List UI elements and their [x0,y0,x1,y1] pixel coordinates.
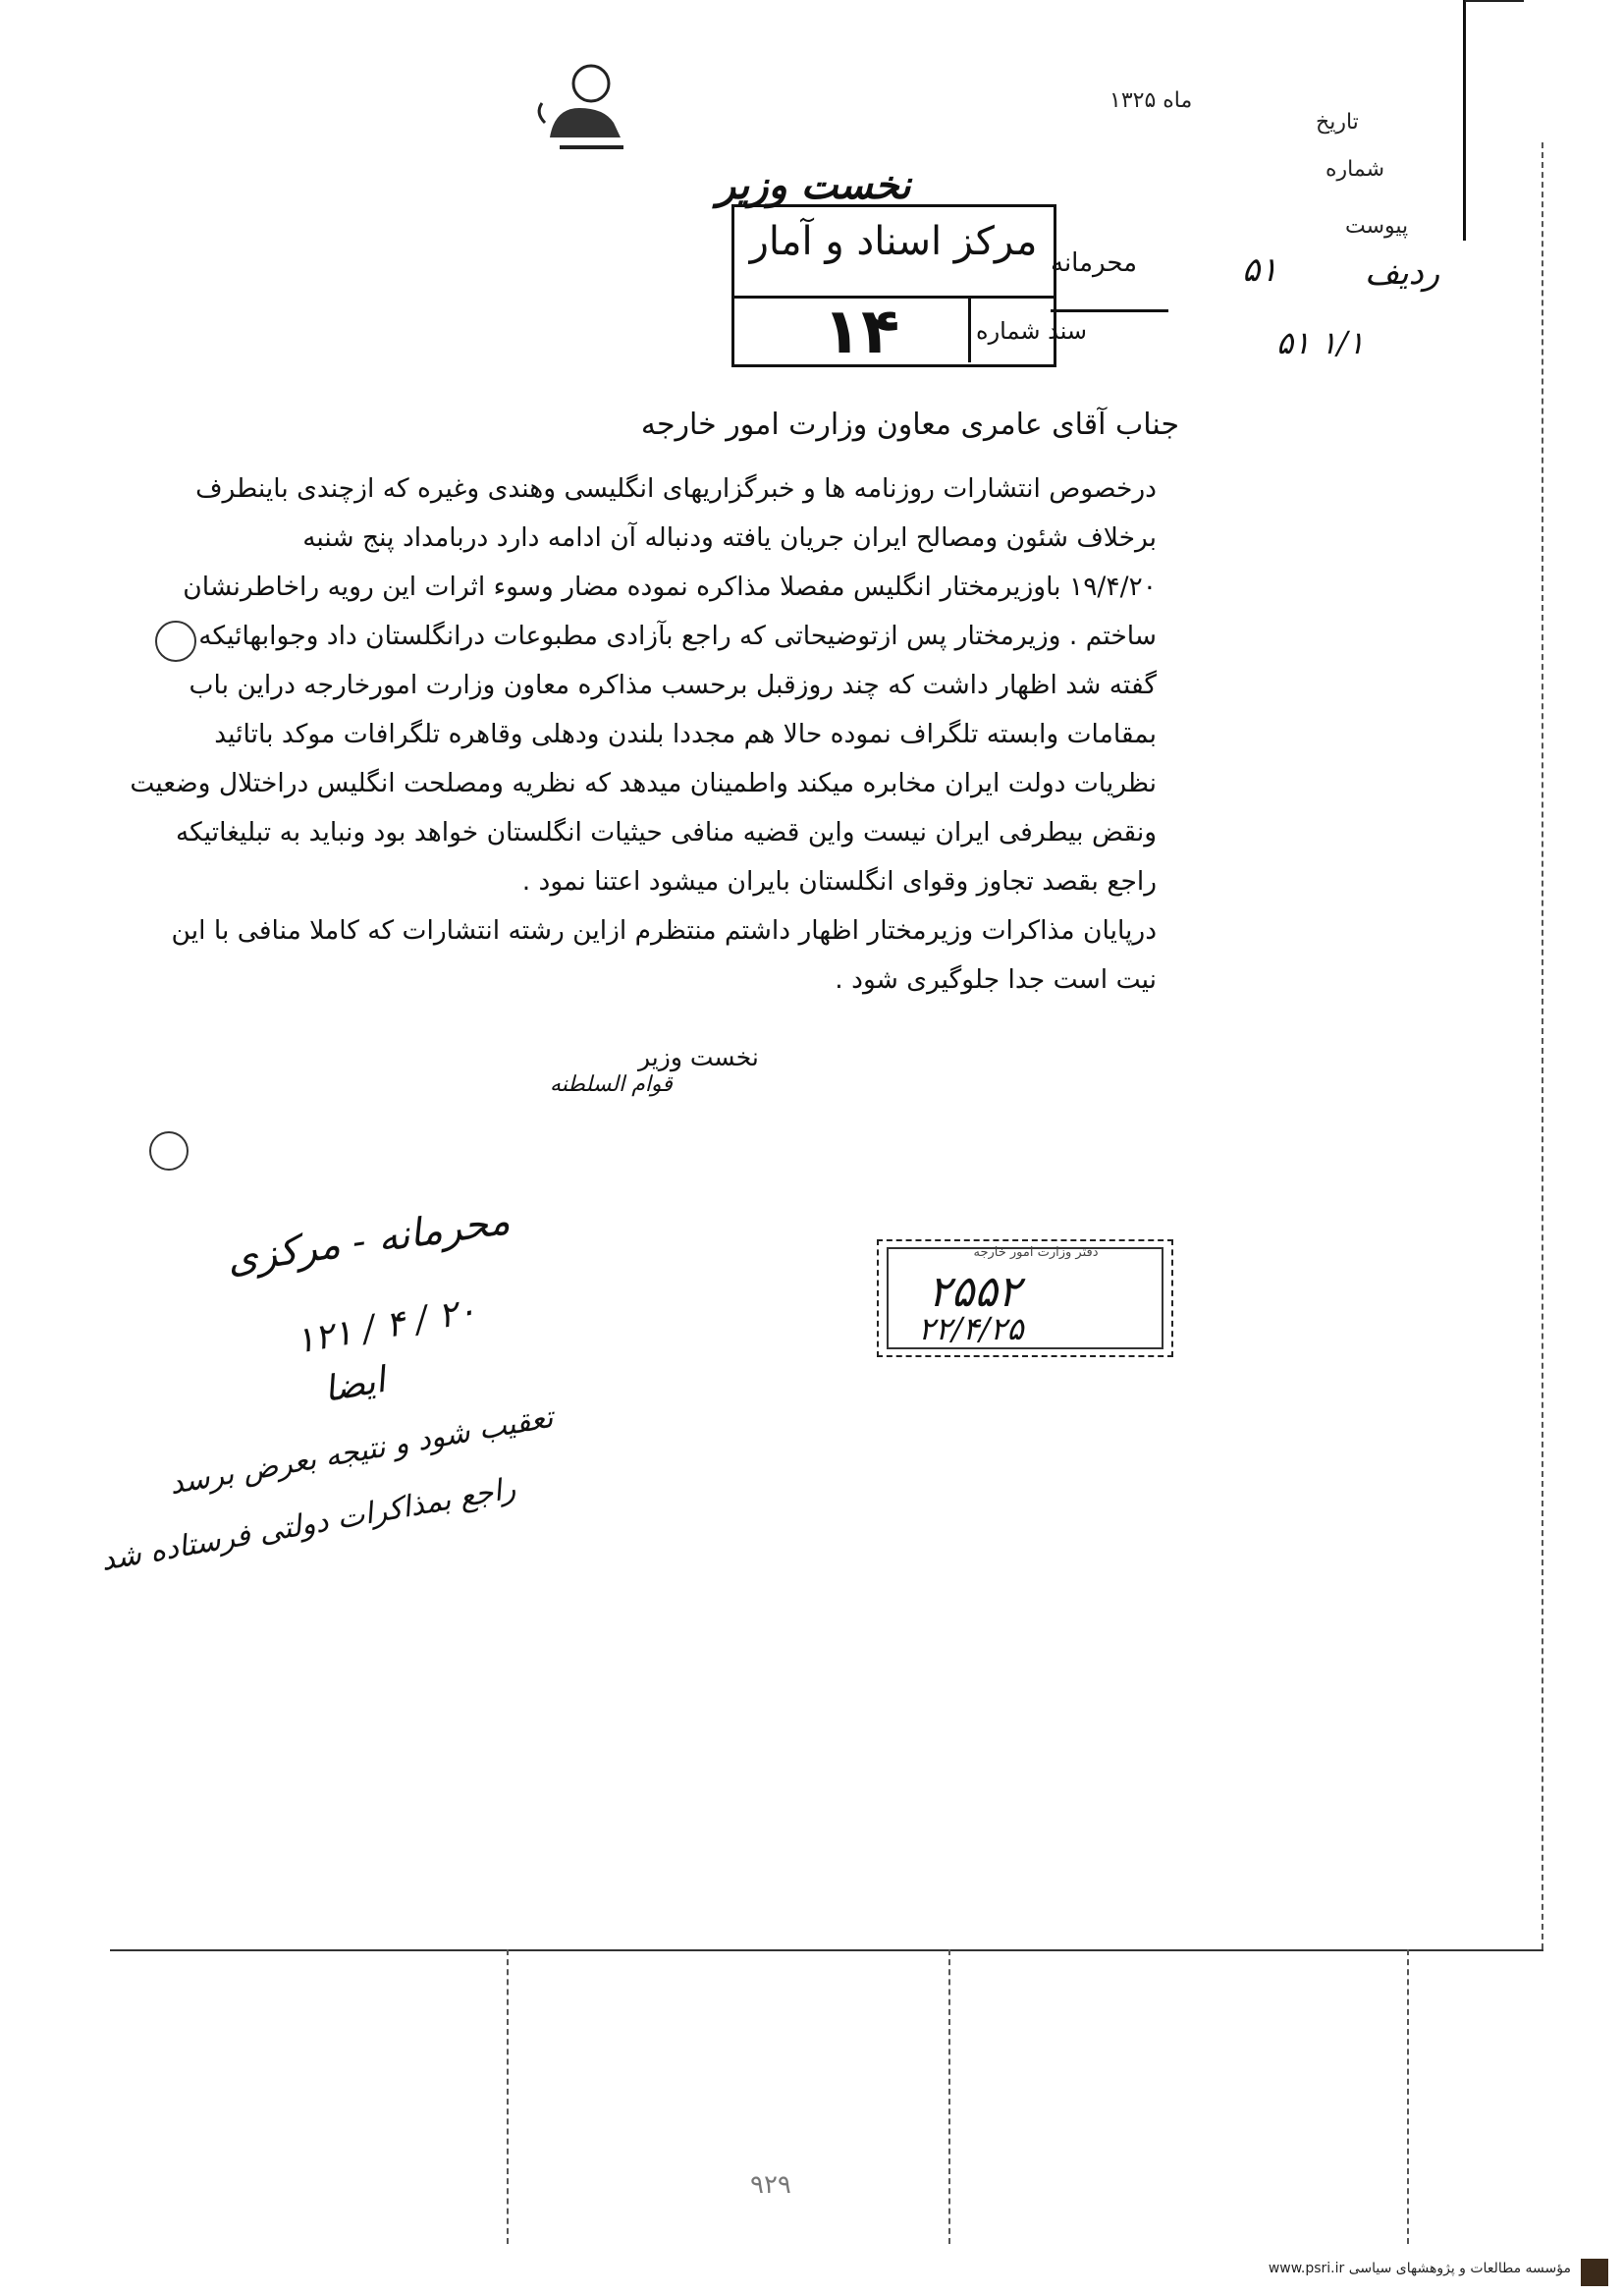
handwritten-note-5: راجع بمذاکرات دولتی فرستاده شد [98,1471,518,1578]
handwritten-note-1: محرمانه - مرکزی [224,1198,514,1283]
lion-and-sun-emblem [530,54,638,157]
handwritten-note-4: تعقیب شود و نتیجه بعرض برسد [166,1399,557,1503]
punch-hole [155,621,196,662]
ref-label: ردیف [1365,253,1440,293]
handwritten-note-3: ایضا [320,1359,389,1411]
date-value: ماه ۱۳۲۵ [1109,88,1193,113]
page-number: ۹۲۹ [750,2170,791,2200]
institute-logo [1581,2259,1608,2286]
archive-stamp-number-label: سند شماره [976,317,1088,345]
handwritten-note-2: ۱۲۱ / ۴ / ۲۰ [292,1290,480,1362]
right-fold-line [1542,142,1543,1949]
bottom-rule [110,1949,1543,1951]
top-right-rule [1465,0,1524,2]
registration-stamp-header: دفتر وزارت امور خارجه [973,1245,1099,1260]
archive-stamp-number: ۱۴ [823,296,900,368]
attachment-label: پیوست [1345,214,1409,239]
body-line: برخلاف شئون ومصالح ایران جریان یافته ودنباله آن ادامه دارد دربامداد پنج شنبه [302,522,1157,553]
body-line: ونقض بیطرفی ایران نیست واین قضیه منافی حیثیات انگلستان خواهد بود ونباید به تبلیغاتیکه [175,817,1157,847]
letter-body [114,465,1157,1005]
number-label: شماره [1325,157,1385,182]
fraction-annotation: ۵۱ ۱/۱ [1276,324,1365,361]
body-line: درپایان مذاکرات وزیرمختار اظهار داشتم منتظرم ازاین رشته انتشارات که کاملا منافی با این [171,915,1157,946]
archive-stamp-title: مرکز اسناد و آمار [749,219,1038,264]
body-line: ساختم . وزیرمختار پس ازتوضیحاتی که راجع بآزادی مطبوعات درانگلستان داد وجوابهائیکه [198,621,1157,651]
date-label: تاریخ [1316,110,1359,135]
body-line: بمقامات وابسته تلگراف نموده حالا هم مجددا بلندن ودهلی وقاهره تلگرافات موکد باتائید [214,719,1157,749]
bottom-column-line [1407,1949,1409,2244]
addressee-line: جناب آقای عامری معاون وزارت امور خارجه [640,408,1179,442]
office-heading: نخست وزیر [717,162,911,208]
signature-name: قوام السلطنه [550,1072,673,1097]
right-margin-line [1463,0,1466,241]
bottom-column-line [948,1949,950,2244]
body-line: نیت است جدا جلوگیری شود . [835,964,1157,995]
body-line: نظریات دولت ایران مخابره میکند واطمینان میدهد که نظریه ومصلحت انگلیس دراختلال وضعیت [130,768,1157,798]
archive-stamp [731,204,1088,368]
footer-watermark: مؤسسه مطالعات و پژوهشهای سیاسی www.psri.ir [1268,2261,1571,2276]
bottom-column-line [507,1949,509,2244]
confidential-arrow [1051,309,1168,312]
signature-title: نخست وزیر [638,1043,759,1071]
body-line: راجع بقصد تجاوز وقوای انگلستان بایران میشود اعتنا نمود . [521,866,1157,897]
body-line: گفته شد اظهار داشت که چند روزقبل برحسب مذاکره معاون وزارت امورخارجه دراین باب [189,670,1157,700]
confidential-label: محرمانه [1051,248,1138,278]
registration-number: ۲۵۵۲ [928,1267,1021,1317]
registration-stamp [877,1239,1173,1357]
ref-value: ۵۱ [1242,250,1278,290]
registration-date: ۲۲/۴/۲۵ [918,1310,1024,1347]
punch-hole [149,1131,189,1171]
body-line: درخصوص انتشارات روزنامه ها و خبرگزاریهای انگلیسی وهندی وغیره که ازچندی باینطرف [195,473,1157,504]
body-line: ۱۹/۴/۲۰ باوزیرمختار انگلیس مفصلا مذاکره نموده مضار وسوء اثرات این رویه راخاطرنشان [183,572,1157,602]
